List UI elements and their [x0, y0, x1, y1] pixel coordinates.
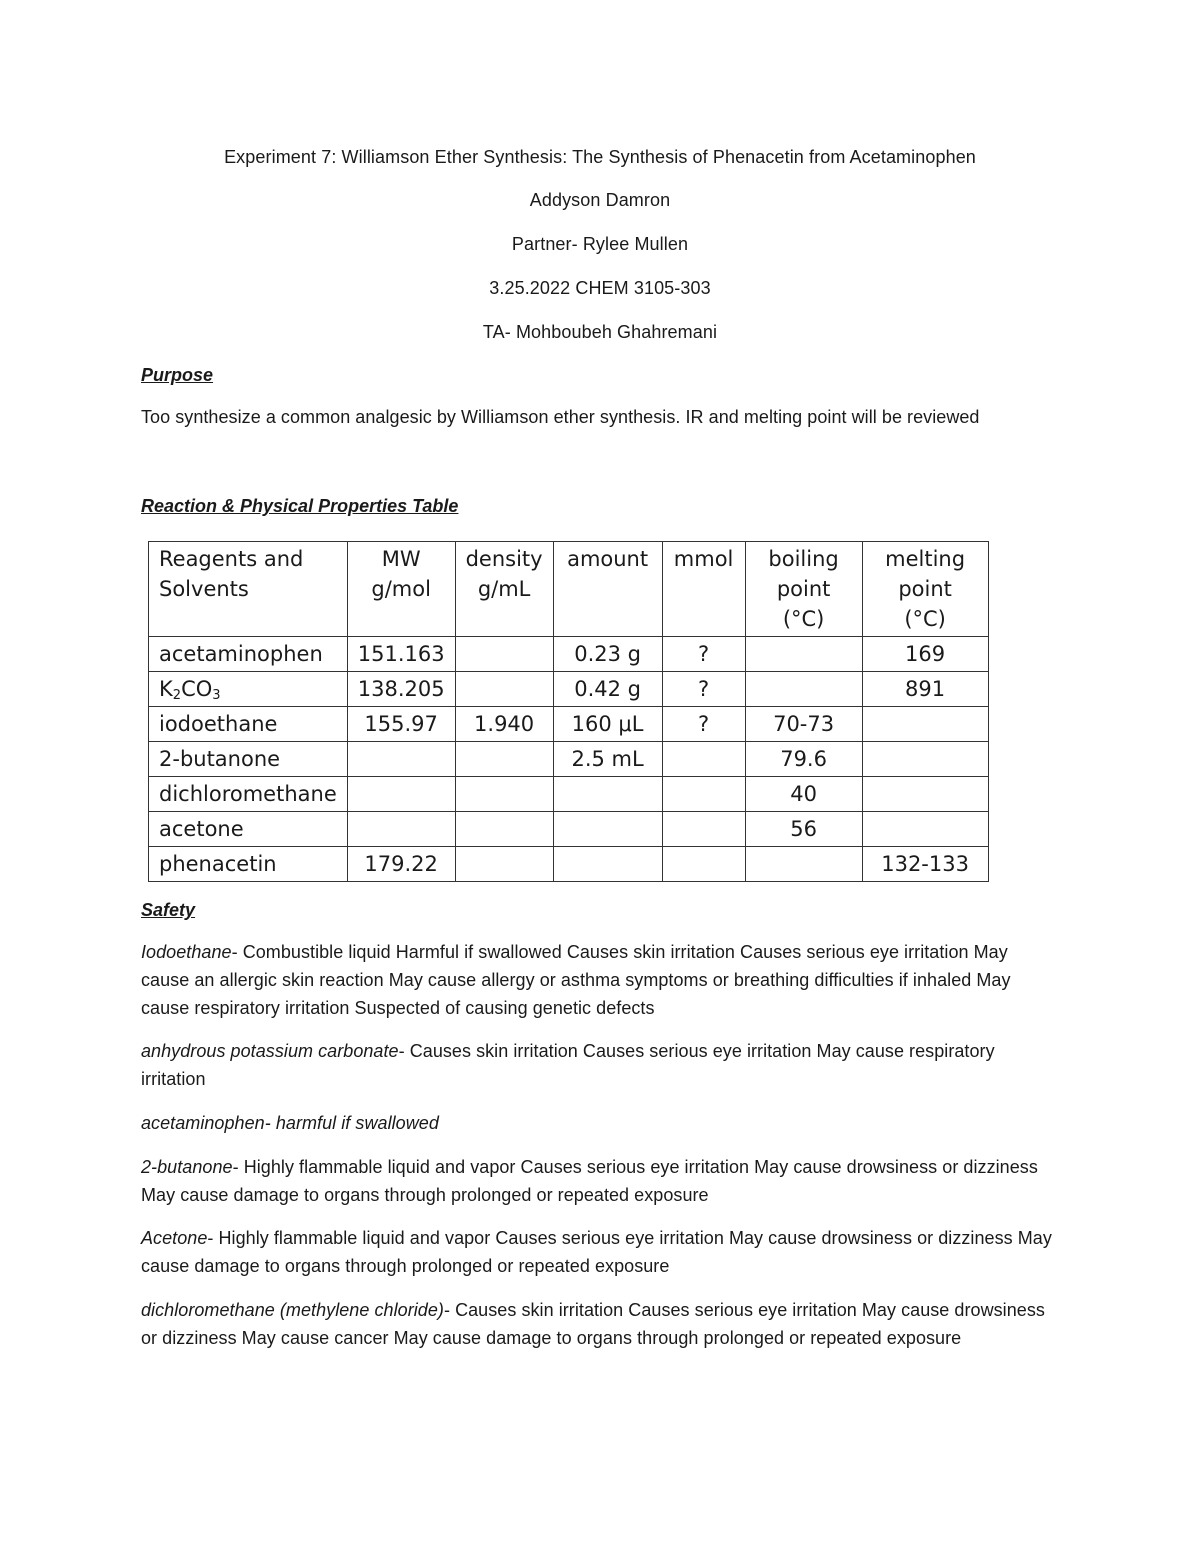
safety-item-2-butanone	[141, 1153, 1061, 1209]
safety-item-iodoethane	[141, 938, 1061, 1022]
hazard-text: - Combustible liquid Harmful if swallowed Causes skin irritation Causes serious eye irritation May cause an allergic skin reaction May cause allergy or asthma symptoms or breathing difficulties if inhaled May cause respiratory irritation Suspected of causing genetic defects	[141, 942, 1011, 1018]
table-row	[149, 777, 989, 812]
header-line: g/mL	[477, 577, 531, 601]
cell-mp	[862, 742, 988, 777]
cell-density	[455, 847, 553, 882]
cell-amount	[553, 777, 662, 812]
header-density	[455, 542, 553, 637]
author-name: Addyson Damron	[529, 190, 671, 210]
cell-amount: 0.23 g	[553, 637, 662, 672]
properties-table	[148, 541, 989, 882]
cell-bp: 56	[745, 812, 862, 847]
cell-reagent: iodoethane	[149, 707, 348, 742]
cell-mmol: ?	[662, 707, 745, 742]
cell-bp	[745, 637, 862, 672]
header-line: amount	[567, 547, 649, 571]
cell-reagent: acetaminophen	[149, 637, 348, 672]
ta-name: TA- Mohboubeh Ghahremani	[482, 322, 718, 342]
cell-bp: 70-73	[745, 707, 862, 742]
cell-mw: 151.163	[347, 637, 455, 672]
date-course: 3.25.2022 CHEM 3105-303	[489, 278, 711, 298]
table-row	[149, 672, 989, 707]
table-row	[149, 742, 989, 777]
header-line: mmol	[673, 547, 734, 571]
cell-amount: 2.5 mL	[553, 742, 662, 777]
header-line: point	[776, 577, 831, 601]
cell-reagent: acetone	[149, 812, 348, 847]
safety-heading: Safety	[141, 900, 196, 920]
formula-part: K	[159, 677, 173, 701]
formula-subscript: 3	[212, 688, 221, 703]
cell-mw	[347, 777, 455, 812]
cell-mp	[862, 812, 988, 847]
cell-mp	[862, 707, 988, 742]
hazard-text: - Causes skin irritation Causes serious eye irritation May cause drowsiness or dizziness May cause cancer May cause damage to organs through prolonged or repeated exposure	[141, 1300, 1045, 1348]
cell-mmol: ?	[662, 672, 745, 707]
table-row	[149, 812, 989, 847]
cell-bp	[745, 672, 862, 707]
cell-reagent: phenacetin	[149, 847, 348, 882]
table-heading: Reaction & Physical Properties Table	[141, 496, 459, 516]
safety-item-dichloromethane	[141, 1296, 1061, 1352]
cell-reagent-k2co3	[149, 672, 348, 707]
cell-amount: 0.42 g	[553, 672, 662, 707]
safety-item-potassium-carbonate	[141, 1037, 1061, 1093]
cell-mw	[347, 812, 455, 847]
hazard-text: - Causes skin irritation Causes serious eye irritation May cause respiratory irritation	[141, 1041, 995, 1089]
cell-mw: 179.22	[347, 847, 455, 882]
cell-mmol	[662, 847, 745, 882]
header-line: density	[465, 547, 543, 571]
cell-mw	[347, 742, 455, 777]
cell-mp: 891	[862, 672, 988, 707]
cell-density	[455, 777, 553, 812]
partner-name: Partner- Rylee Mullen	[511, 234, 689, 254]
hazard-text: - Highly flammable liquid and vapor Causes serious eye irritation May cause drowsiness or dizziness May cause damage to organs through prolonged or repeated exposure	[141, 1228, 1052, 1276]
header-line: melting	[885, 547, 966, 571]
header-line: MW	[381, 547, 421, 571]
cell-bp: 40	[745, 777, 862, 812]
header-line: boiling	[768, 547, 839, 571]
header-line: (°C)	[782, 607, 825, 631]
table-row	[149, 637, 989, 672]
chemical-name: anhydrous potassium carbonate	[141, 1041, 399, 1061]
purpose-heading: Purpose	[141, 365, 214, 385]
header-line: Solvents	[159, 577, 249, 601]
chemical-name: dichloromethane (methylene chloride)	[141, 1300, 444, 1320]
safety-item-acetone	[141, 1224, 1061, 1280]
cell-mmol	[662, 742, 745, 777]
cell-amount: 160 μL	[553, 707, 662, 742]
cell-reagent: 2-butanone	[149, 742, 348, 777]
cell-mp: 169	[862, 637, 988, 672]
chemical-name: Iodoethane	[141, 942, 232, 962]
safety-item-acetaminophen	[141, 1109, 1061, 1137]
cell-mmol: ?	[662, 637, 745, 672]
chemical-name: 2-butanone	[141, 1157, 233, 1177]
cell-mp: 132-133	[862, 847, 988, 882]
table-header-row	[149, 542, 989, 637]
header-line: Reagents and	[159, 547, 304, 571]
header-line: point	[898, 577, 952, 601]
header-reagents	[149, 542, 348, 637]
cell-bp: 79.6	[745, 742, 862, 777]
cell-amount	[553, 847, 662, 882]
formula-part: CO	[181, 677, 213, 701]
cell-density	[455, 812, 553, 847]
cell-density	[455, 637, 553, 672]
hazard-text: - Highly flammable liquid and vapor Causes serious eye irritation May cause drowsiness or dizziness May cause damage to organs through prolonged or repeated exposure	[141, 1157, 1038, 1205]
header-line: (°C)	[904, 607, 946, 631]
header-melting-point	[862, 542, 988, 637]
header-line: g/mol	[371, 577, 431, 601]
cell-amount	[553, 812, 662, 847]
formula-subscript: 2	[172, 688, 182, 703]
header-mmol	[662, 542, 745, 637]
cell-density	[455, 742, 553, 777]
table-row	[149, 707, 989, 742]
chemical-name: acetaminophen- harmful if swallowed	[141, 1113, 439, 1133]
document-title: Experiment 7: Williamson Ether Synthesis: The Synthesis of Phenacetin from Acetaminophen	[224, 147, 976, 167]
header-mw	[347, 542, 455, 637]
cell-mmol	[662, 777, 745, 812]
cell-bp	[745, 847, 862, 882]
cell-mw: 138.205	[347, 672, 455, 707]
cell-mmol	[662, 812, 745, 847]
cell-density	[455, 672, 553, 707]
header-amount	[553, 542, 662, 637]
header-boiling-point	[745, 542, 862, 637]
cell-density: 1.940	[455, 707, 553, 742]
purpose-text: Too synthesize a common analgesic by Williamson ether synthesis. IR and melting point will be reviewed	[141, 407, 980, 427]
cell-reagent: dichloromethane	[149, 777, 348, 812]
table-row	[149, 847, 989, 882]
chemical-name: Acetone	[141, 1228, 208, 1248]
cell-mp	[862, 777, 988, 812]
cell-mw: 155.97	[347, 707, 455, 742]
